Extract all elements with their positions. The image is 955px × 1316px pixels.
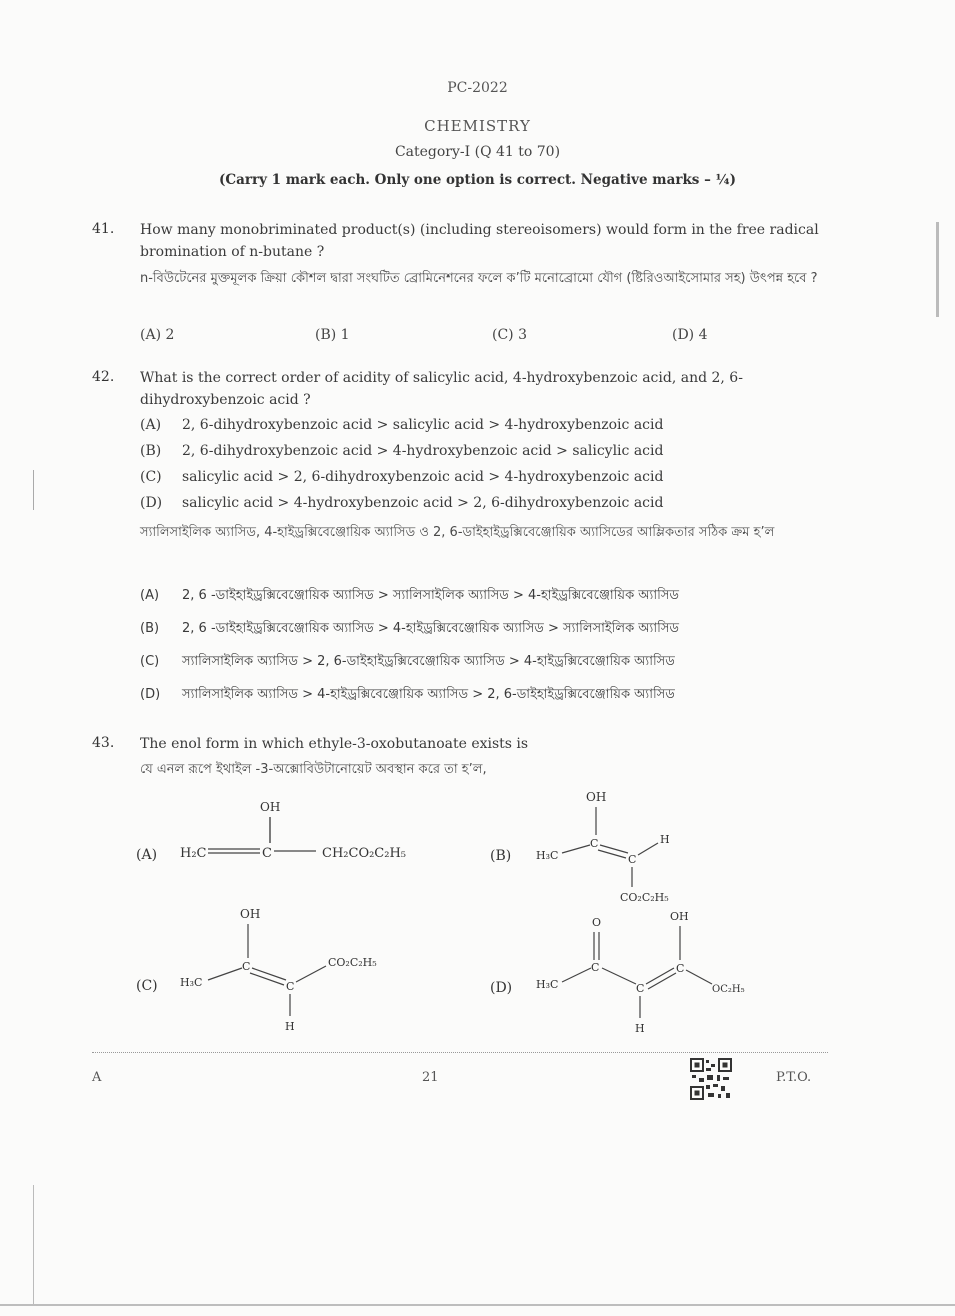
option-value: salicylic acid > 2, 6-dihydroxybenzoic acid > 4-hydroxybenzoic acid	[182, 469, 664, 485]
category-line: Category-I (Q 41 to 70)	[394, 144, 561, 160]
option-label: (B)	[140, 443, 162, 459]
question-number: 43.	[92, 735, 115, 751]
option-label: (C)	[140, 469, 162, 485]
question-text-en: The enol form in which ethyle-3-oxobutanoate exists is	[140, 736, 529, 752]
option-value: 4	[698, 327, 708, 343]
ethoxy-group: OC₂H₅	[712, 984, 745, 995]
scan-mark	[33, 1185, 34, 1305]
option-value: salicylic acid > 4-hydroxybenzoic acid > 2, 6-dihydroxybenzoic acid	[182, 495, 664, 511]
option-value: 2	[165, 327, 175, 343]
structure-b[interactable]	[490, 785, 750, 910]
scan-edge	[0, 1304, 955, 1306]
option-a[interactable]	[140, 327, 174, 343]
option-label: (D)	[140, 495, 163, 511]
structure-label: (C)	[136, 978, 158, 994]
carbon-atom: C	[591, 961, 600, 974]
oh-group: OH	[670, 910, 689, 923]
carbon-atom: C	[676, 962, 685, 975]
option-value: 2, 6-dihydroxybenzoic acid > 4-hydroxybenzoic acid > salicylic acid	[182, 443, 664, 459]
option-value: 3	[518, 327, 528, 343]
option-d-bn[interactable]	[140, 683, 675, 707]
structure-label: (A)	[136, 847, 158, 863]
subject-title: CHEMISTRY	[424, 117, 531, 135]
question-number: 42.	[92, 369, 115, 385]
option-label: (D)	[672, 327, 695, 343]
question-text-en: What is the correct order of acidity of salicylic acid, 4-hydroxybenzoic acid, and 2, 6-dihydroxybenzoic acid ?	[140, 370, 743, 408]
option-label: (A)	[140, 417, 162, 433]
scan-mark	[936, 222, 939, 317]
option-label: (A)	[140, 327, 162, 343]
option-label: (C)	[492, 327, 514, 343]
structure-c[interactable]	[130, 900, 430, 1040]
option-value: 2, 6 -ডাইহাইড্রক্সিবেঞ্জোয়িক অ্যাসিড > স্যালিসাইলিক অ্যাসিড > 4-হাইড্রক্সিবেঞ্জোয়িক অ্যাসিড	[182, 588, 679, 603]
option-label: (C)	[140, 654, 160, 669]
scan-mark	[33, 470, 34, 510]
option-c-en[interactable]	[140, 469, 663, 485]
option-b-en[interactable]	[140, 443, 663, 459]
question-text-bn: যে এনল রূপে ইথাইল -3-অক্সোবিউটানোয়েট অবস্থান করে তা হ’ল,	[140, 762, 487, 777]
please-turn-over: P.T.O.	[776, 1070, 812, 1085]
left-group: H₃C	[180, 976, 203, 989]
oh-group: OH	[240, 907, 261, 921]
page-number: 21	[422, 1070, 439, 1085]
option-c-bn[interactable]	[140, 650, 675, 674]
carbon-atom: C	[590, 837, 599, 850]
option-value: 2, 6 -ডাইহাইড্রক্সিবেঞ্জোয়িক অ্যাসিড > 4-হাইড্রক্সিবেঞ্জোয়িক অ্যাসিড > স্যালিসাইলিক অ্যাসিড	[182, 621, 679, 636]
carbon-atom: C	[262, 846, 272, 861]
carbon-atom: C	[242, 960, 251, 973]
option-value: স্যালিসাইলিক অ্যাসিড > 4-হাইড্রক্সিবেঞ্জোয়িক অ্যাসিড > 2, 6-ডাইহাইড্রক্সিবেঞ্জোয়িক অ্যাসিড	[182, 687, 675, 702]
left-group: H₃C	[536, 849, 559, 862]
option-a-en[interactable]	[140, 417, 663, 433]
option-value: 2, 6-dihydroxybenzoic acid > salicylic acid > 4-hydroxybenzoic acid	[182, 417, 664, 433]
structure-a[interactable]	[130, 795, 470, 875]
option-label: (D)	[140, 687, 161, 702]
question-text-bn: n-বিউটেনের মুক্তমূলক ক্রিয়া কৌশল দ্বারা সংঘটিত ব্রোমিনেশনের ফলে ক’টি মনোব্রোমো যৌগ (ষ্টিরিওআইসোমার সহ) উৎপন্ন হবে ?	[140, 271, 818, 286]
option-value: 1	[340, 327, 350, 343]
option-a-bn[interactable]	[140, 584, 679, 608]
ester-group: CO₂C₂H₅	[328, 956, 377, 969]
question-number: 41.	[92, 221, 115, 237]
structure-label: (B)	[490, 848, 512, 864]
right-group: CH₂CO₂C₂H₅	[322, 846, 407, 861]
carbon-atom: C	[628, 853, 637, 866]
qr-code-icon	[690, 1058, 732, 1100]
option-d-en[interactable]	[140, 495, 663, 511]
option-label: (B)	[315, 327, 337, 343]
left-group: H₃C	[536, 978, 559, 991]
question-text-en: How many monobriminated product(s) (including stereoisomers) would form in the free radical bromination of n-butane ?	[140, 222, 819, 260]
footer-divider	[92, 1052, 828, 1053]
question-text-bn: স্যালিসাইলিক অ্যাসিড, 4-হাইড্রক্সিবেঞ্জোয়িক অ্যাসিড ও 2, 6-ডাইহাইড্রক্সিবেঞ্জোয়িক অ্যাসিডের আম্লিকতার সঠিক ক্রম হ’ল	[140, 525, 775, 540]
structure-d[interactable]	[490, 900, 790, 1040]
h-atom: H	[660, 833, 670, 846]
option-d[interactable]	[672, 327, 708, 343]
ester-group: CO₂C₂H₅	[620, 891, 669, 904]
paper-code: PC-2022	[447, 80, 508, 96]
oh-group: OH	[586, 790, 607, 804]
left-group: H₂C	[180, 846, 207, 861]
option-value: স্যালিসাইলিক অ্যাসিড > 2, 6-ডাইহাইড্রক্সিবেঞ্জোয়িক অ্যাসিড > 4-হাইড্রক্সিবেঞ্জোয়িক অ্যাসিড	[182, 654, 675, 669]
marking-note: (Carry 1 mark each. Only one option is correct. Negative marks – ¼)	[218, 172, 737, 188]
carbon-atom: C	[286, 980, 295, 993]
h-atom: H	[285, 1020, 295, 1033]
o-atom: O	[592, 916, 602, 929]
carbon-atom: C	[636, 982, 645, 995]
option-b[interactable]	[315, 327, 350, 343]
option-c[interactable]	[492, 327, 527, 343]
option-b-bn[interactable]	[140, 617, 679, 641]
structure-label: (D)	[490, 980, 513, 996]
option-label: (B)	[140, 621, 160, 636]
booklet-series: A	[92, 1070, 102, 1085]
h-atom: H	[635, 1022, 645, 1035]
oh-group: OH	[260, 800, 281, 814]
option-label: (A)	[140, 588, 160, 603]
